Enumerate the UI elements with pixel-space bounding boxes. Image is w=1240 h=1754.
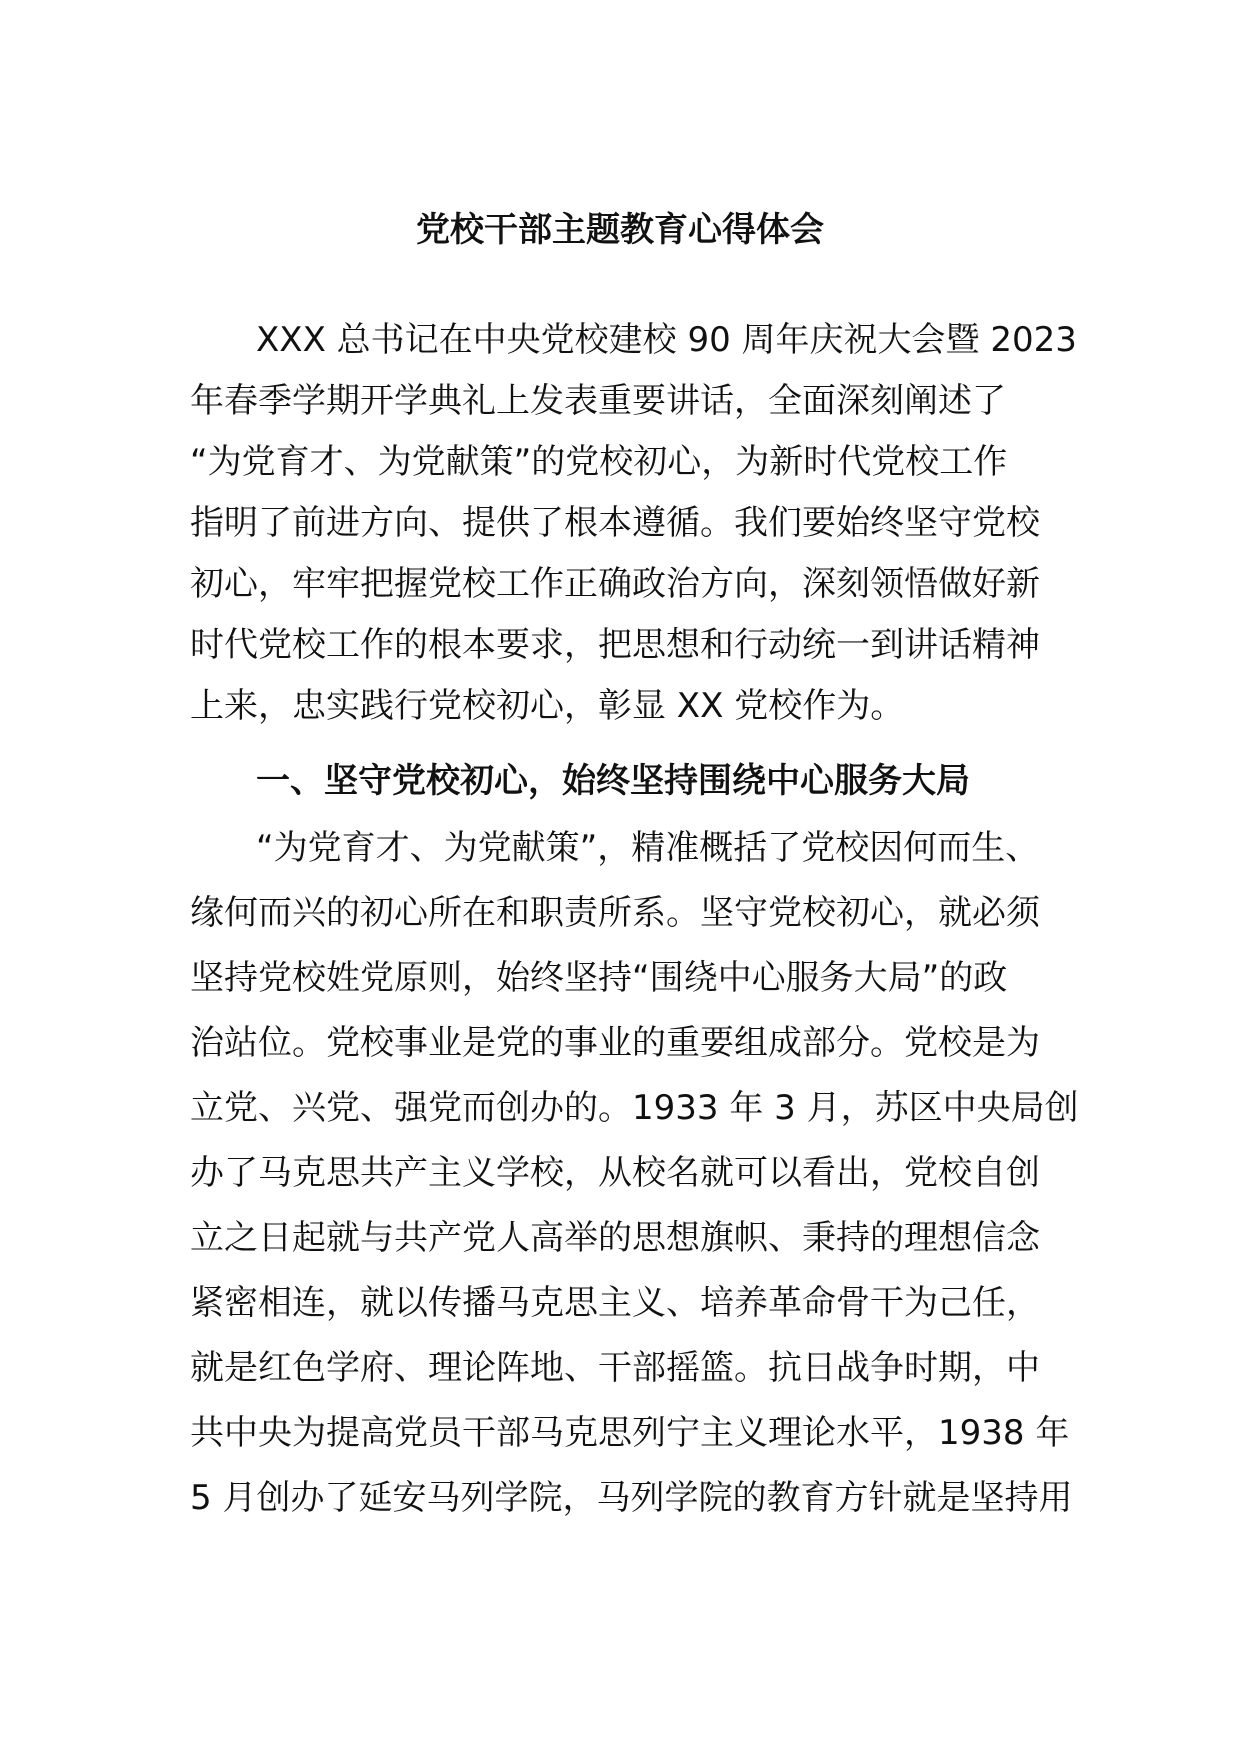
paragraph-line: “为党育才、为党献策”的党校初心，为新时代党校工作 (190, 442, 1008, 482)
paragraph-line: 紧密相连，就以传播马克思主义、培养革命骨干为己任， (190, 1283, 1040, 1323)
paragraph-line: 时代党校工作的根本要求，把思想和行动统一到讲话精神 (190, 625, 1040, 665)
paragraph-line: 立党、兴党、强党而创办的。1933 年 3 月，苏区中央局创 (190, 1088, 1079, 1128)
paragraph-line: 缘何而兴的初心所在和职责所系。坚守党校初心，就必须 (190, 893, 1040, 933)
paragraph-line: “为党育才、为党献策”，精准概括了党校因何而生、 (256, 828, 1040, 868)
paragraph-line: 初心，牢牢把握党校工作正确政治方向，深刻领悟做好新 (190, 564, 1040, 604)
paragraph-line: 共中央为提高党员干部马克思列宁主义理论水平，1938 年 (190, 1413, 1070, 1453)
paragraph-line: 治站位。党校事业是党的事业的重要组成部分。党校是为 (190, 1023, 1040, 1063)
section-heading: 一、坚守党校初心，始终坚持围绕中心服务大局 (256, 761, 970, 801)
paragraph-line: 坚持党校姓党原则，始终坚持“围绕中心服务大局”的政 (190, 958, 1008, 998)
paragraph-line: 就是红色学府、理论阵地、干部摇篮。抗日战争时期，中 (190, 1348, 1040, 1388)
paragraph-line: 办了马克思共产主义学校，从校名就可以看出，党校自创 (190, 1153, 1040, 1193)
paragraph-line: 5 月创办了延安马列学院，马列学院的教育方针就是坚持用 (190, 1478, 1073, 1518)
paragraph-line: 上来，忠实践行党校初心，彰显 XX 党校作为。 (190, 686, 905, 726)
paragraph-line: 指明了前进方向、提供了根本遵循。我们要始终坚守党校 (190, 503, 1040, 543)
document-title: 党校干部主题教育心得体会 (416, 210, 824, 250)
paragraph-line: 年春季学期开学典礼上发表重要讲话，全面深刻阐述了 (190, 381, 1006, 421)
paragraph-line: 立之日起就与共产党人高举的思想旗帜、秉持的理想信念 (190, 1218, 1040, 1258)
paragraph-line: XXX 总书记在中央党校建校 90 周年庆祝大会暨 2023 (256, 320, 1077, 360)
